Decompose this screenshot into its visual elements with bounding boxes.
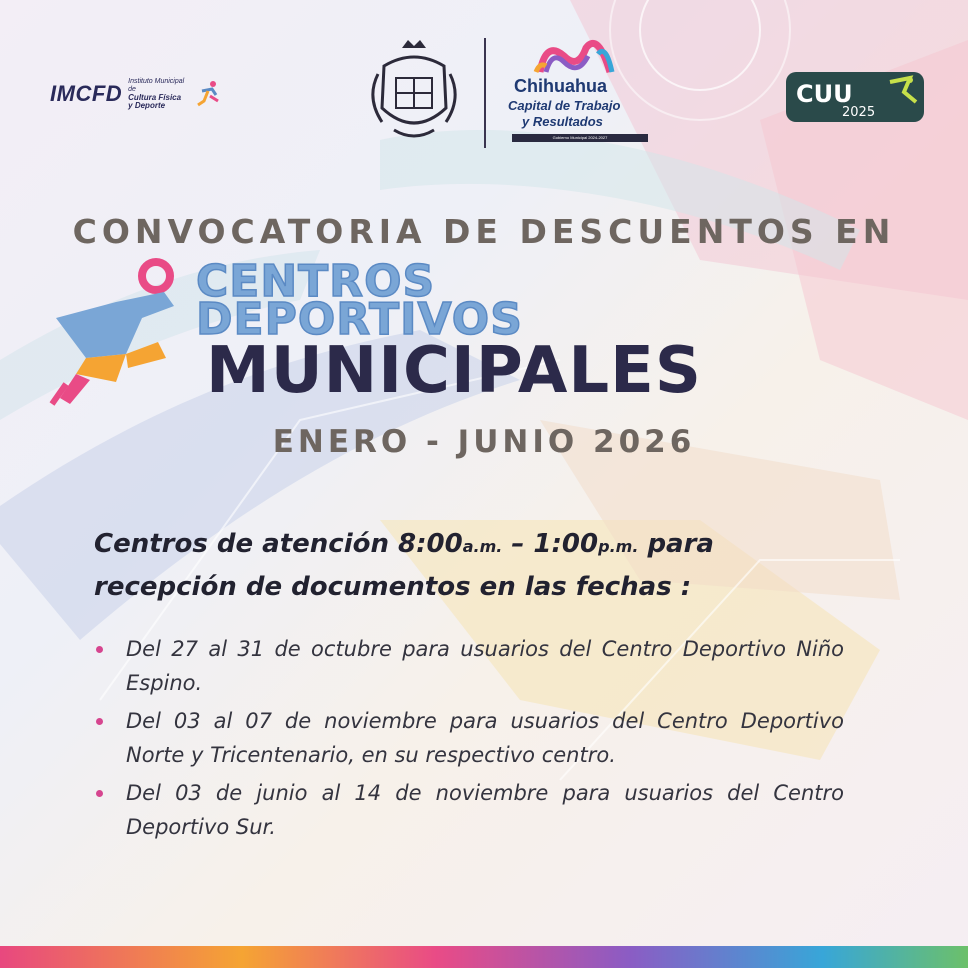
imcfd-subtitle-line3: y Deporte [128, 101, 166, 110]
bullet-icon [96, 646, 103, 653]
intro-part2: para recepción de documentos en las fechas : [94, 529, 714, 602]
municipal-crest-icon [364, 38, 464, 148]
bullet-icon [96, 718, 103, 725]
intro-pm: p.m. [598, 537, 639, 556]
chihuahua-footer: Gobierno Municipal 2024-2027 [512, 134, 648, 142]
intro-part1: Centros de atención 8:00 [94, 529, 463, 559]
chihuahua-waves-icon [506, 36, 651, 76]
cuu-name: CUU [796, 80, 853, 108]
list-item [92, 776, 844, 844]
runner-small-icon [194, 79, 224, 109]
runner-icon [46, 258, 216, 408]
cuu-2025-logo [786, 72, 924, 122]
intro-text [94, 524, 854, 607]
list-item [92, 704, 844, 772]
chihuahua-name: Chihuahua [514, 76, 607, 96]
chihuahua-tagline-2: y Resultados [522, 114, 603, 129]
dates-list [92, 632, 844, 848]
chihuahua-logo [506, 36, 651, 152]
imcfd-subtitle-line1: Instituto Municipal de [128, 78, 185, 93]
intro-time-end: – 1:00 [502, 529, 599, 559]
header-divider [484, 38, 486, 148]
imcfd-subtitle-line2: Cultura Física [128, 93, 182, 102]
imcfd-name: IMCFD [50, 81, 123, 106]
title-deportivos: DEPORTIVOS [196, 294, 523, 345]
imcfd-subtitle [128, 78, 188, 110]
rainbow-footer-bar [0, 946, 968, 968]
list-item-text: Del 27 al 31 de octubre para usuarios del Centro Deportivo Niño Espino. [126, 637, 844, 695]
list-item-text: Del 03 de junio al 14 de noviembre para usuarios del Centro Deportivo Sur. [126, 781, 844, 839]
cuu-year: 2025 [842, 105, 876, 120]
bullet-icon [96, 790, 103, 797]
period-heading: ENERO - JUNIO 2026 [272, 424, 696, 460]
title-municipales: MUNICIPALES [206, 334, 702, 408]
title-centros: CENTROS [196, 256, 436, 307]
imcfd-logo [50, 78, 224, 110]
list-item [92, 632, 844, 700]
chihuahua-tagline-1: Capital de Trabajo [508, 98, 621, 113]
list-item-text: Del 03 al 07 de noviembre para usuarios del Centro Deportivo Norte y Tricentenario, en su respectivo centro. [126, 709, 844, 767]
convocatoria-heading: CONVOCATORIA DE DESCUENTOS EN [72, 212, 896, 251]
intro-am: a.m. [462, 537, 503, 556]
